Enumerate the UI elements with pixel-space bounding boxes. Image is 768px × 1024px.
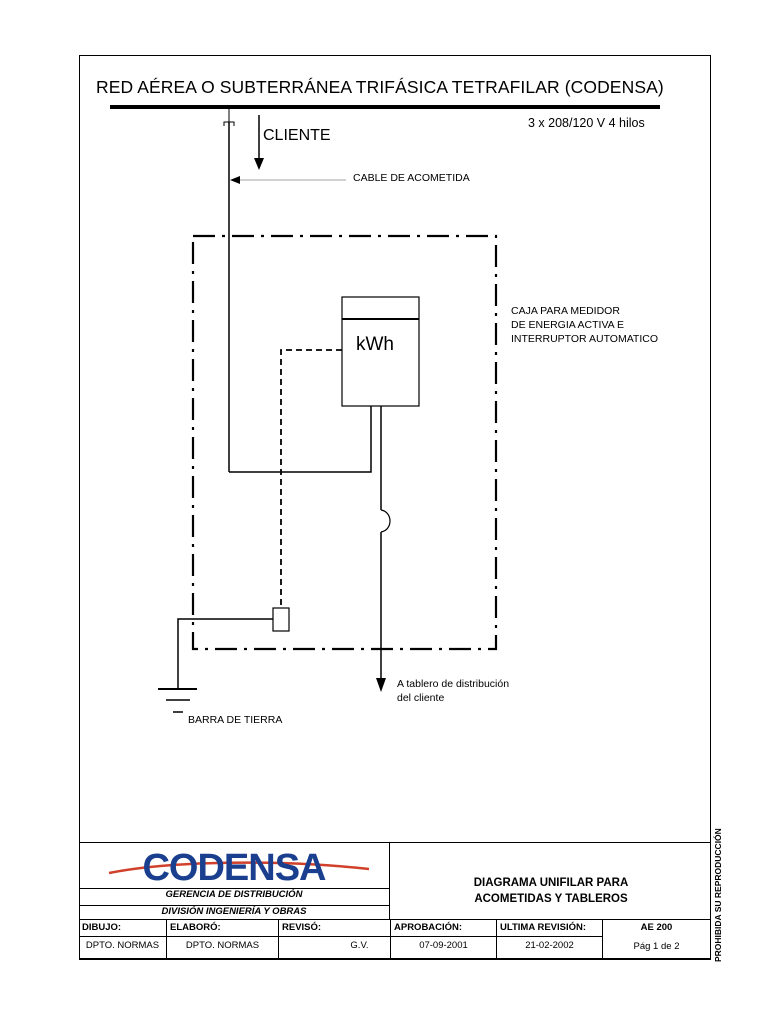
drawing-code: AE 200	[603, 920, 711, 941]
logo-text: CODENSA	[142, 847, 326, 888]
elaboro-header: ELABORÓ:	[167, 920, 279, 937]
caja-label-line-3: INTERRUPTOR AUTOMATICO	[511, 333, 659, 345]
diagram-title: RED AÉREA O SUBTERRÁNEA TRIFÁSICA TETRAFILAR (CODENSA)	[96, 77, 664, 97]
ultima-revision-header: ULTIMA REVISIÓN:	[497, 920, 603, 937]
ground-terminal	[273, 608, 289, 631]
drawing-title-line-2: ACOMETIDAS Y TABLEROS	[474, 893, 628, 905]
tablero-label-line-2: del cliente	[397, 692, 445, 704]
ground-lead	[178, 619, 273, 689]
ultima-revision-value: 21-02-2002	[497, 937, 603, 960]
cliente-label: CLIENTE	[263, 127, 331, 144]
caja-label-line-2: DE ENERGIA ACTIVA E	[511, 319, 625, 331]
elaboro-value: DPTO. NORMAS	[167, 937, 279, 960]
tierra-label: BARRA DE TIERRA	[188, 714, 283, 726]
caja-label	[511, 304, 658, 346]
outgoing-arrow	[376, 678, 386, 692]
cliente-arrow-head	[254, 158, 264, 170]
tablero-label-line-1: A tablero de distribución	[397, 678, 510, 690]
aprobacion-value: 07-09-2001	[391, 937, 497, 960]
drawing-title	[391, 875, 711, 907]
cable-leader-arrow	[230, 176, 240, 184]
cable-label: CABLE DE ACOMETIDA	[353, 172, 470, 184]
dibujo-header: DIBUJO:	[79, 920, 167, 937]
reviso-header: REVISÓ:	[279, 920, 391, 937]
drawing-title-line-1: DIAGRAMA UNIFILAR PARA	[473, 877, 629, 889]
caja-label-line-1: CAJA PARA MEDIDOR	[511, 305, 620, 317]
meter-label: kWh	[356, 334, 394, 355]
reviso-value: G.V.	[279, 937, 391, 960]
page-number: Pág 1 de 2	[603, 941, 711, 960]
dibujo-value: DPTO. NORMAS	[79, 937, 167, 960]
prohibida-notice: PROHIBIDA SU REPRODUCCIÓN	[713, 828, 723, 962]
aprobacion-header: APROBACIÓN:	[391, 920, 497, 937]
ground-conductor	[281, 350, 342, 608]
tablero-label	[397, 677, 509, 705]
title-block	[79, 842, 711, 960]
codensa-logo-graphic	[79, 843, 389, 888]
division-label: DIVISIÓN INGENIERÍA Y OBRAS	[161, 906, 307, 917]
codensa-logo	[79, 843, 389, 888]
meter-supply	[229, 406, 371, 472]
gerencia-label: GERENCIA DE DISTRIBUCIÓN	[165, 889, 303, 900]
voltage-label: 3 x 208/120 V 4 hilos	[528, 116, 645, 130]
breaker-symbol	[381, 510, 390, 532]
